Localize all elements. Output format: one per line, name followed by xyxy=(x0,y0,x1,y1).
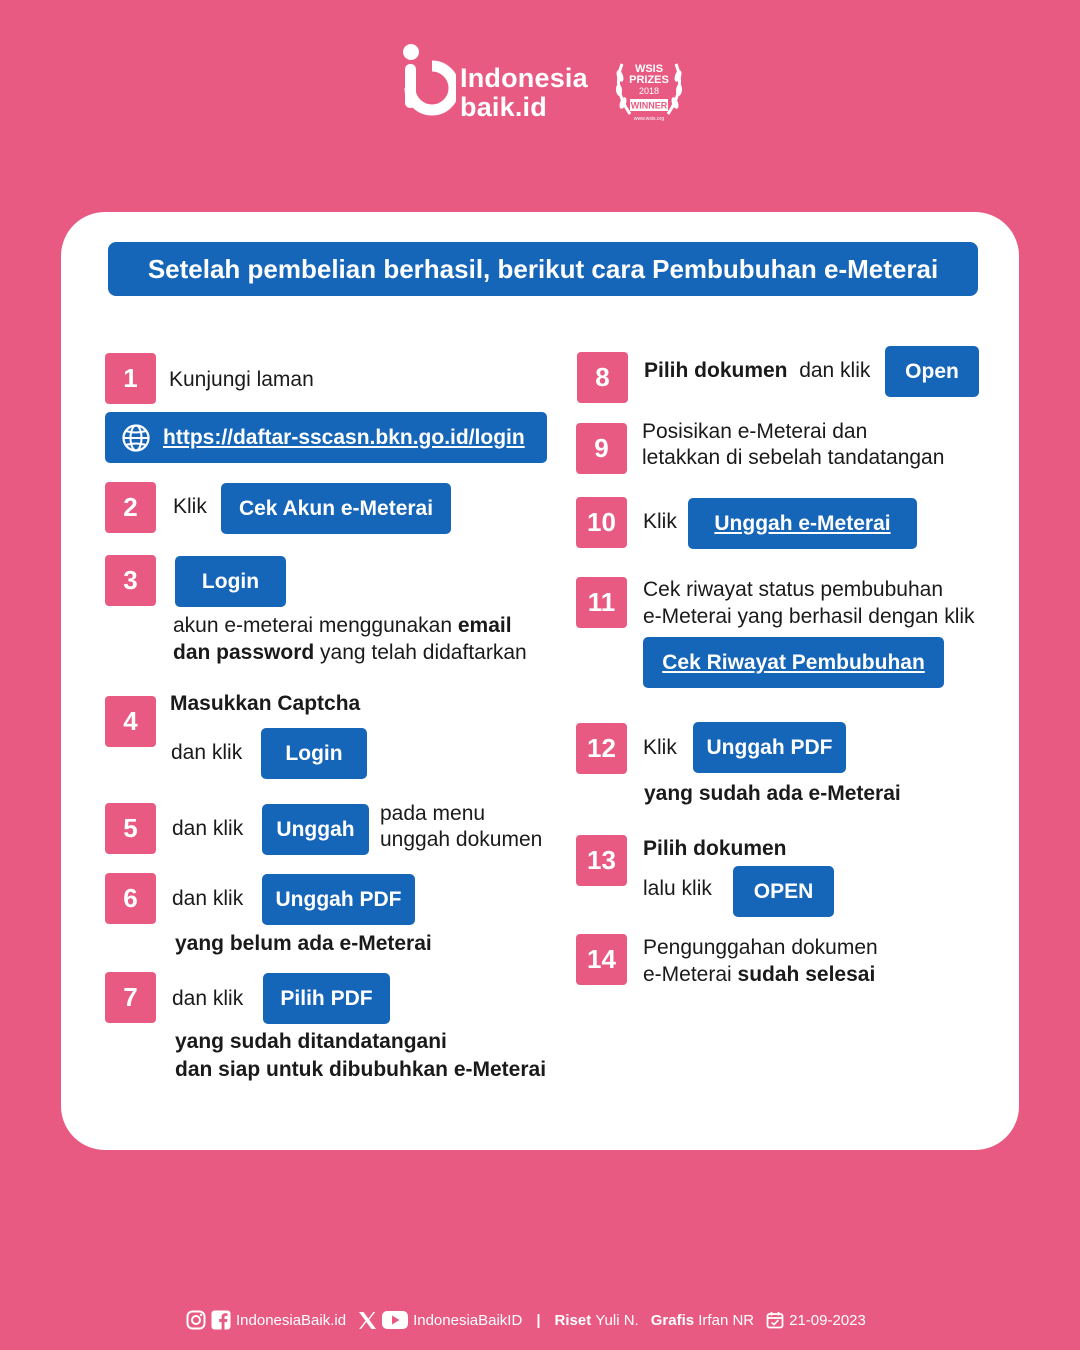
award-line2: PRIZES xyxy=(629,74,669,86)
step-13-bold: Pilih dokumen xyxy=(643,837,787,860)
cek-akun-button[interactable]: Cek Akun e-Meterai xyxy=(221,483,451,534)
step-3-line1 xyxy=(173,613,512,639)
step-6-note: yang belum ada e-Meterai xyxy=(175,932,432,955)
url-link[interactable] xyxy=(105,412,547,463)
step-7-note2: dan siap untuk dibubuhkan e-Meterai xyxy=(175,1058,547,1081)
step-14-line2-bold: sudah selesai xyxy=(737,963,876,986)
step-3-line2-post: yang telah didaftarkan xyxy=(314,641,527,664)
brand-name xyxy=(460,64,588,122)
wsis-award-badge xyxy=(610,50,688,128)
step-12-number: 12 xyxy=(576,723,627,774)
step-12-text: Klik xyxy=(643,736,677,759)
step-6-text: dan klik xyxy=(172,887,244,910)
step-14-number: 14 xyxy=(576,934,627,985)
step-8-line xyxy=(644,358,870,384)
step-13-text: lalu klik xyxy=(643,877,712,900)
step-2-number: 2 xyxy=(105,482,156,533)
facebook-icon xyxy=(211,1310,231,1330)
calendar-icon xyxy=(766,1311,784,1329)
step-2-text: Klik xyxy=(173,495,207,518)
footer-social2: IndonesiaBaikID xyxy=(413,1311,523,1329)
step-11-line2: e-Meterai yang berhasil dengan klik xyxy=(643,605,975,628)
brand-line1: Indonesia xyxy=(460,63,588,93)
open-button[interactable]: Open xyxy=(885,346,979,397)
step-3-line1-pre: akun e-meterai menggunakan xyxy=(173,614,458,637)
footer-date: 21-09-2023 xyxy=(789,1311,866,1329)
grafis-name: Irfan NR xyxy=(698,1311,755,1329)
step-1-text: Kunjungi laman xyxy=(169,368,314,391)
step-5-text: dan klik xyxy=(172,817,244,840)
brand-logo xyxy=(402,42,692,132)
step-9-number: 9 xyxy=(576,423,627,474)
step-7-number: 7 xyxy=(105,972,156,1023)
step-11-line1: Cek riwayat status pembubuhan xyxy=(643,578,943,601)
open-final-button[interactable]: OPEN xyxy=(733,866,834,917)
step-4-number: 4 xyxy=(105,696,156,747)
step-8-text: dan klik xyxy=(799,359,871,382)
step-1-number: 1 xyxy=(105,353,156,404)
step-3-line1-bold: email xyxy=(457,614,512,637)
unggah-button[interactable]: Unggah xyxy=(262,804,369,855)
grafis-label: Grafis xyxy=(650,1311,695,1329)
award-year: 2018 xyxy=(638,86,660,96)
award-site: www.wsis.org xyxy=(633,116,665,122)
step-9-line2: letakkan di sebelah tandatangan xyxy=(642,446,945,469)
footer-social1: IndonesiaBaik.id xyxy=(236,1311,347,1329)
step-3-number: 3 xyxy=(105,555,156,606)
x-twitter-icon xyxy=(358,1311,377,1330)
step-11-number: 11 xyxy=(576,577,627,628)
step-8-number: 8 xyxy=(577,352,628,403)
unggah-pdf-button[interactable]: Unggah PDF xyxy=(262,874,415,925)
page-title: Setelah pembelian berhasil, berikut cara Pembubuhan e-Meterai xyxy=(108,242,978,296)
indonesiabaik-logo-icon xyxy=(402,42,456,124)
step-13-number: 13 xyxy=(576,835,627,886)
riset-label: Riset xyxy=(554,1311,592,1329)
step-6-number: 6 xyxy=(105,873,156,924)
step-14-line1: Pengunggahan dokumen xyxy=(643,936,878,959)
step-9-line1: Posisikan e-Meterai dan xyxy=(642,420,868,443)
award-line1: WSIS xyxy=(634,63,664,75)
step-12-note: yang sudah ada e-Meterai xyxy=(644,782,901,805)
step-8-bold: Pilih dokumen xyxy=(644,359,788,382)
step-4-title: Masukkan Captcha xyxy=(170,692,361,715)
unggah-pdf-final-button[interactable]: Unggah PDF xyxy=(693,722,846,773)
step-3-line2-bold: dan password xyxy=(173,641,315,664)
step-5-after1: pada menu xyxy=(380,802,486,825)
step-7-text: dan klik xyxy=(172,987,244,1010)
award-winner: WINNER xyxy=(630,100,668,111)
step-5-after2: unggah dokumen xyxy=(380,828,543,851)
riset-name: Yuli N. xyxy=(595,1311,639,1329)
pilih-pdf-button[interactable]: Pilih PDF xyxy=(263,973,390,1024)
step-7-note1: yang sudah ditandatangani xyxy=(175,1030,447,1053)
step-10-number: 10 xyxy=(576,497,627,548)
step-10-text: Klik xyxy=(643,510,677,533)
footer-separator: | xyxy=(536,1311,541,1329)
footer xyxy=(186,1306,866,1334)
step-4-text: dan klik xyxy=(171,741,243,764)
login-button[interactable]: Login xyxy=(175,556,286,607)
step-14-line2 xyxy=(643,962,875,988)
globe-icon xyxy=(121,423,151,453)
step-14-line2-pre: e-Meterai xyxy=(643,963,738,986)
brand-line2: baik.id xyxy=(460,92,547,122)
youtube-icon xyxy=(382,1311,408,1329)
url-text[interactable]: https://daftar-sscasn.bkn.go.id/login xyxy=(163,425,525,449)
instagram-icon xyxy=(186,1310,206,1330)
cek-riwayat-button[interactable]: Cek Riwayat Pembubuhan xyxy=(643,637,944,688)
step-3-line2 xyxy=(173,640,527,666)
captcha-login-button[interactable]: Login xyxy=(261,728,367,779)
step-5-number: 5 xyxy=(105,803,156,854)
unggah-emeterai-button[interactable]: Unggah e-Meterai xyxy=(688,498,917,549)
